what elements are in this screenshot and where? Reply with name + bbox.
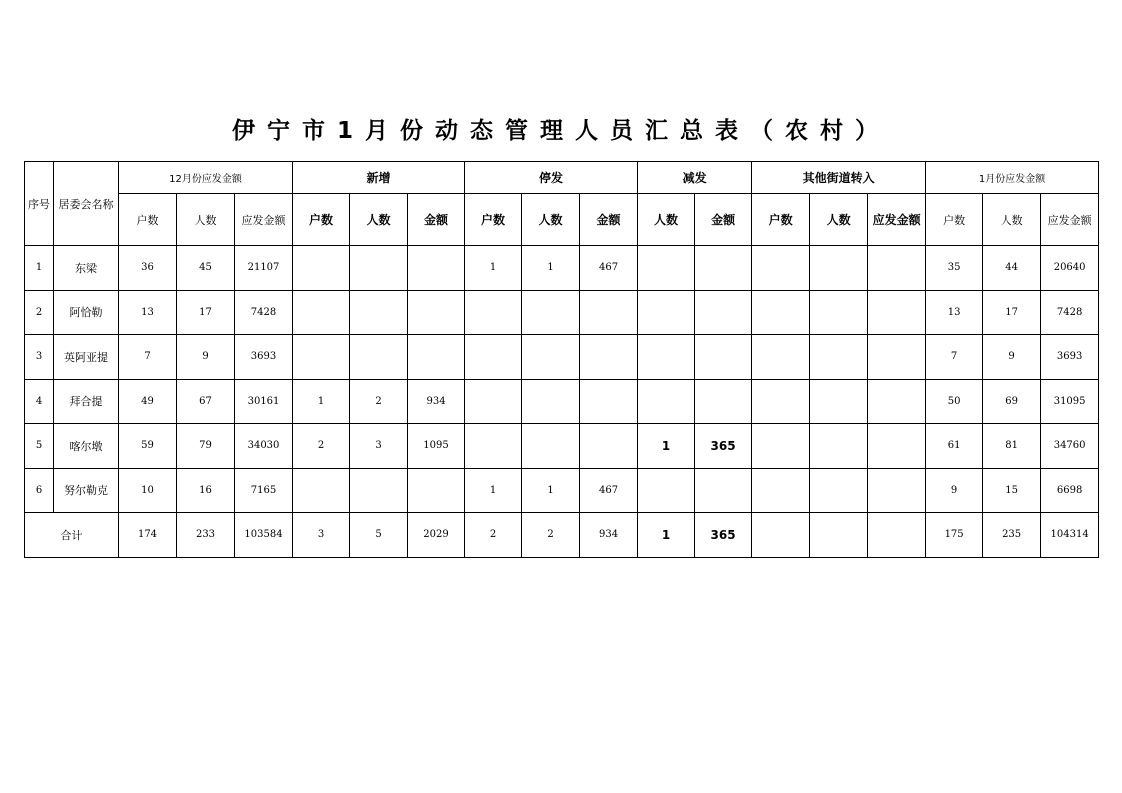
cell-dec-a: 7428 [235, 290, 293, 335]
total-jan-a: 104314 [1041, 513, 1099, 558]
subheader-reduced-amount: 金额 [695, 194, 752, 246]
total-tr-h [752, 513, 810, 558]
header-row-sub [25, 194, 1099, 246]
cell-dec-a: 34030 [235, 424, 293, 469]
group-header-dec: 12月份应发金额 [119, 162, 293, 194]
cell-tr-a [868, 468, 926, 513]
cell-red-a [695, 246, 752, 291]
subheader-dec-payable: 应发金额 [235, 194, 293, 246]
cell-stop-p [522, 290, 580, 335]
total-red-a: 365 [695, 513, 752, 558]
cell-red-a [695, 335, 752, 380]
cell-red-p [638, 290, 695, 335]
cell-tr-p [810, 468, 868, 513]
cell-stop-a [580, 335, 638, 380]
cell-jan-a: 34760 [1041, 424, 1099, 469]
cell-seq: 2 [25, 290, 54, 335]
cell-jan-a: 7428 [1041, 290, 1099, 335]
cell-dec-a: 21107 [235, 246, 293, 291]
cell-jan-p: 44 [983, 246, 1041, 291]
cell-dec-h: 13 [119, 290, 177, 335]
col-header-seq: 序号 [25, 162, 54, 246]
cell-tr-p [810, 379, 868, 424]
cell-seq: 5 [25, 424, 54, 469]
cell-tr-p [810, 246, 868, 291]
cell-stop-h [465, 379, 522, 424]
cell-dec-h: 49 [119, 379, 177, 424]
cell-jan-h: 7 [926, 335, 983, 380]
cell-name: 阿恰勒 [54, 290, 119, 335]
cell-stop-a [580, 379, 638, 424]
cell-name: 喀尔墩 [54, 424, 119, 469]
cell-seq: 3 [25, 335, 54, 380]
total-tr-a [868, 513, 926, 558]
table-row [25, 468, 1099, 513]
cell-tr-p [810, 335, 868, 380]
cell-tr-a [868, 335, 926, 380]
cell-seq: 1 [25, 246, 54, 291]
cell-dec-h: 59 [119, 424, 177, 469]
cell-add-h [293, 246, 350, 291]
cell-red-a [695, 379, 752, 424]
subheader-added-amount: 金额 [408, 194, 465, 246]
cell-red-p [638, 468, 695, 513]
subheader-dec-people: 人数 [177, 194, 235, 246]
cell-dec-p: 9 [177, 335, 235, 380]
summary-table [24, 161, 1099, 558]
cell-add-h [293, 335, 350, 380]
cell-jan-h: 61 [926, 424, 983, 469]
subheader-jan-households: 户数 [926, 194, 983, 246]
total-red-p: 1 [638, 513, 695, 558]
cell-dec-h: 36 [119, 246, 177, 291]
subheader-stopped-households: 户数 [465, 194, 522, 246]
cell-stop-a [580, 424, 638, 469]
cell-add-a [408, 335, 465, 380]
cell-stop-h [465, 335, 522, 380]
cell-stop-h [465, 424, 522, 469]
cell-dec-a: 3693 [235, 335, 293, 380]
cell-dec-p: 16 [177, 468, 235, 513]
total-add-a: 2029 [408, 513, 465, 558]
cell-add-h: 2 [293, 424, 350, 469]
cell-stop-h [465, 290, 522, 335]
subheader-transfer-payable: 应发金额 [868, 194, 926, 246]
cell-add-p [350, 468, 408, 513]
total-stop-h: 2 [465, 513, 522, 558]
subheader-jan-payable: 应发金额 [1041, 194, 1099, 246]
cell-jan-a: 31095 [1041, 379, 1099, 424]
table-row [25, 246, 1099, 291]
total-jan-h: 175 [926, 513, 983, 558]
cell-dec-h: 7 [119, 335, 177, 380]
cell-red-p: 1 [638, 424, 695, 469]
cell-stop-p [522, 424, 580, 469]
total-dec-h: 174 [119, 513, 177, 558]
group-header-transfer: 其他街道转入 [752, 162, 926, 194]
cell-tr-h [752, 290, 810, 335]
cell-name: 努尔勒克 [54, 468, 119, 513]
cell-tr-a [868, 246, 926, 291]
cell-add-a [408, 246, 465, 291]
cell-tr-a [868, 290, 926, 335]
cell-add-p: 3 [350, 424, 408, 469]
cell-tr-h [752, 468, 810, 513]
cell-jan-h: 13 [926, 290, 983, 335]
cell-tr-h [752, 246, 810, 291]
col-header-name: 居委会名称 [54, 162, 119, 246]
total-stop-p: 2 [522, 513, 580, 558]
cell-red-p [638, 335, 695, 380]
cell-add-p [350, 246, 408, 291]
cell-stop-p [522, 379, 580, 424]
cell-dec-h: 10 [119, 468, 177, 513]
cell-red-a [695, 290, 752, 335]
page-title: 伊宁市1月份动态管理人员汇总表（农村） [231, 118, 890, 144]
header-row-groups [25, 162, 1099, 194]
cell-jan-p: 15 [983, 468, 1041, 513]
cell-jan-p: 69 [983, 379, 1041, 424]
cell-jan-p: 9 [983, 335, 1041, 380]
cell-tr-p [810, 290, 868, 335]
subheader-dec-households: 户数 [119, 194, 177, 246]
subheader-added-people: 人数 [350, 194, 408, 246]
subheader-stopped-people: 人数 [522, 194, 580, 246]
subheader-jan-people: 人数 [983, 194, 1041, 246]
cell-add-a: 1095 [408, 424, 465, 469]
cell-jan-a: 3693 [1041, 335, 1099, 380]
total-dec-p: 233 [177, 513, 235, 558]
cell-jan-a: 20640 [1041, 246, 1099, 291]
cell-jan-p: 17 [983, 290, 1041, 335]
total-row [25, 513, 1099, 558]
total-add-h: 3 [293, 513, 350, 558]
total-stop-a: 934 [580, 513, 638, 558]
total-label: 合计 [25, 513, 119, 558]
cell-red-a [695, 468, 752, 513]
group-header-jan: 1月份应发金额 [926, 162, 1099, 194]
table-row [25, 290, 1099, 335]
cell-stop-p: 1 [522, 468, 580, 513]
subheader-transfer-households: 户数 [752, 194, 810, 246]
cell-seq: 4 [25, 379, 54, 424]
cell-dec-p: 67 [177, 379, 235, 424]
cell-tr-a [868, 379, 926, 424]
subheader-stopped-amount: 金额 [580, 194, 638, 246]
cell-add-a [408, 290, 465, 335]
cell-stop-p: 1 [522, 246, 580, 291]
cell-add-h: 1 [293, 379, 350, 424]
total-tr-p [810, 513, 868, 558]
table-row [25, 379, 1099, 424]
cell-dec-p: 17 [177, 290, 235, 335]
cell-stop-h: 1 [465, 246, 522, 291]
cell-jan-h: 50 [926, 379, 983, 424]
cell-tr-p [810, 424, 868, 469]
cell-add-p [350, 335, 408, 380]
group-header-reduced: 减发 [638, 162, 752, 194]
cell-red-a: 365 [695, 424, 752, 469]
cell-red-p [638, 246, 695, 291]
cell-dec-a: 7165 [235, 468, 293, 513]
cell-name: 东梁 [54, 246, 119, 291]
cell-dec-p: 45 [177, 246, 235, 291]
cell-tr-h [752, 424, 810, 469]
cell-seq: 6 [25, 468, 54, 513]
table-row [25, 335, 1099, 380]
group-header-added: 新增 [293, 162, 465, 194]
cell-name: 英阿亚提 [54, 335, 119, 380]
cell-add-a [408, 468, 465, 513]
table-row [25, 424, 1099, 469]
cell-name: 拜合提 [54, 379, 119, 424]
total-add-p: 5 [350, 513, 408, 558]
cell-tr-h [752, 335, 810, 380]
cell-stop-p [522, 335, 580, 380]
cell-stop-a: 467 [580, 246, 638, 291]
cell-add-a: 934 [408, 379, 465, 424]
cell-add-p [350, 290, 408, 335]
cell-stop-a: 467 [580, 468, 638, 513]
cell-add-h [293, 290, 350, 335]
cell-red-p [638, 379, 695, 424]
total-jan-p: 235 [983, 513, 1041, 558]
cell-stop-h: 1 [465, 468, 522, 513]
cell-tr-h [752, 379, 810, 424]
cell-dec-a: 30161 [235, 379, 293, 424]
cell-tr-a [868, 424, 926, 469]
total-dec-a: 103584 [235, 513, 293, 558]
subheader-reduced-people: 人数 [638, 194, 695, 246]
cell-jan-h: 9 [926, 468, 983, 513]
cell-dec-p: 79 [177, 424, 235, 469]
group-header-stopped: 停发 [465, 162, 638, 194]
cell-jan-p: 81 [983, 424, 1041, 469]
subheader-added-households: 户数 [293, 194, 350, 246]
cell-jan-h: 35 [926, 246, 983, 291]
cell-add-h [293, 468, 350, 513]
subheader-transfer-people: 人数 [810, 194, 868, 246]
cell-jan-a: 6698 [1041, 468, 1099, 513]
cell-add-p: 2 [350, 379, 408, 424]
cell-stop-a [580, 290, 638, 335]
